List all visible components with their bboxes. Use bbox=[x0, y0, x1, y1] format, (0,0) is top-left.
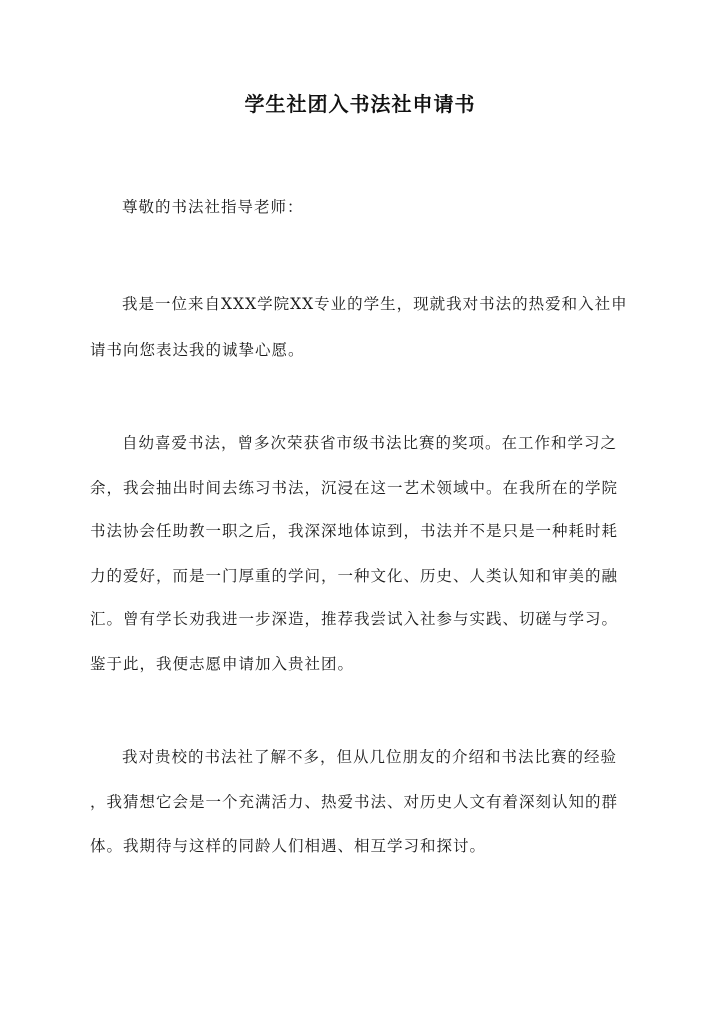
salutation: 尊敬的书法社指导老师： bbox=[122, 198, 304, 216]
document-title: 学生社团入书法社申请书 bbox=[244, 92, 476, 116]
paragraph-1-line-1: 我是一位来自XXX学院XX专业的学生，现就我对书法的热爱和入社申 bbox=[122, 295, 628, 313]
paragraph-2-line-1: 自幼喜爱书法，曾多次荣获省市级书法比赛的奖项。在工作和学习之 bbox=[122, 434, 618, 452]
paragraph-2-line-4: 力的爱好，而是一门厚重的学问，一种文化、历史、人类认知和审美的融 bbox=[90, 567, 619, 585]
paragraph-3-line-2: ，我猜想它会是一个充满活力、热爱书法、对历史人文有着深刻认知的群 bbox=[90, 793, 619, 811]
paragraph-1-line-2: 请书向您表达我的诚挚心愿。 bbox=[90, 341, 305, 359]
paragraph-3-line-1: 我对贵校的书法社了解不多，但从几位朋友的介绍和书法比赛的经验 bbox=[122, 748, 618, 766]
paragraph-3-line-3: 体。我期待与这样的同龄人们相遇、相互学习和探讨。 bbox=[90, 837, 487, 855]
paragraph-2-line-2: 余，我会抽出时间去练习书法，沉浸在这一艺术领域中。在我所在的学院 bbox=[90, 479, 619, 497]
paragraph-2-line-3: 书法协会任助教一职之后，我深深地体谅到，书法并不是只是一种耗时耗 bbox=[90, 522, 619, 540]
paragraph-2-line-5: 汇。曾有学长劝我进一步深造，推荐我尝试入社参与实践、切磋与学习。 bbox=[90, 610, 619, 628]
paragraph-2-line-6: 鉴于此，我便志愿申请加入贵社团。 bbox=[90, 655, 355, 673]
